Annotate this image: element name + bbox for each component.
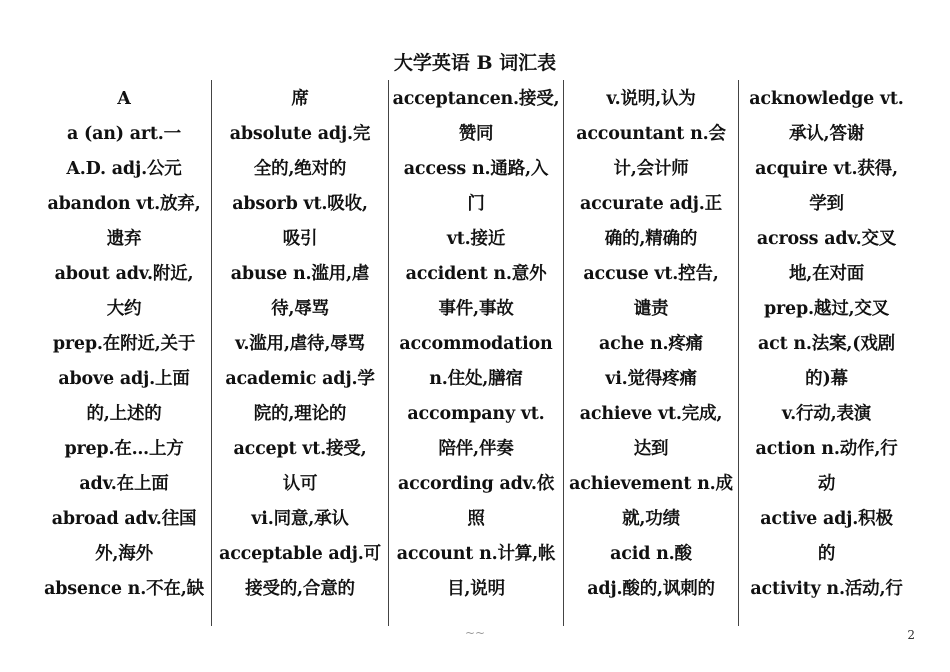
vocab-line: 吸引: [282, 229, 318, 249]
vocab-line: 承认,答谢: [788, 124, 865, 144]
vocab-line: vt.接近: [446, 229, 506, 249]
vocab-line: prep.在…上方: [64, 439, 184, 459]
vocab-line: absence n.不在,缺: [44, 579, 204, 599]
vocab-line: 陪伴,伴奏: [438, 439, 514, 459]
vocab-line: accident n.意外: [405, 264, 547, 284]
vocab-line: v.说明,认为: [606, 89, 696, 109]
vocab-line: acid n.酸: [610, 544, 692, 564]
vocab-line: 达到: [633, 439, 669, 459]
vocab-line: 席: [291, 89, 309, 109]
vocab-line: n.住处,膳宿: [429, 369, 523, 389]
vocab-line: 确的,精确的: [604, 229, 698, 249]
vocab-column-2: [211, 80, 388, 626]
vocab-line: vi.觉得疼痛: [605, 369, 697, 389]
vocab-line: 学到: [809, 194, 844, 214]
vocab-line: 外,海外: [95, 544, 153, 564]
vocab-column-4: [563, 80, 738, 626]
vocab-line: acquire vt.获得,: [755, 159, 898, 179]
vocab-line: 动: [817, 474, 836, 494]
vocab-column-5: [738, 80, 914, 626]
vocab-line: absorb vt.吸收,: [232, 194, 368, 214]
vocabulary-columns: [37, 80, 914, 626]
vocab-line: v.行动,表演: [781, 404, 872, 424]
vocab-line: 的: [817, 544, 836, 564]
vocab-line: acknowledge vt.: [749, 89, 904, 109]
vocab-line: 大约: [106, 299, 142, 319]
vocab-line: accountant n.会: [576, 124, 726, 144]
vocab-line: 赞同: [458, 124, 494, 144]
vocab-line: access n.通路,入: [403, 159, 549, 179]
vocab-line: act n.法案,(戏剧: [758, 334, 895, 354]
vocab-line: accuse vt.控告,: [583, 264, 719, 284]
vocab-line: 院的,理论的: [253, 404, 347, 424]
vocab-line: A: [117, 89, 131, 109]
vocab-line: prep.越过,交叉: [763, 299, 889, 319]
vocab-line: above adj.上面: [58, 369, 190, 389]
vocab-line: 待,辱骂: [271, 299, 329, 319]
page-number: 2: [907, 628, 915, 642]
vocab-line: 接受的,合意的: [245, 579, 355, 599]
page-title: 大学英语 B 词汇表: [393, 52, 557, 74]
vocab-line: activity n.活动,行: [750, 579, 903, 599]
vocab-line: 遗弃: [106, 229, 142, 249]
vocab-line: acceptancen.接受,: [392, 89, 560, 109]
vocab-line: across adv.交叉: [756, 229, 897, 249]
vocab-line: 计,会计师: [613, 159, 689, 179]
vocab-line: account n.计算,帐: [396, 544, 556, 564]
vocab-line: A.D. adj.公元: [66, 159, 182, 179]
vocab-line: according adv.依: [397, 474, 555, 494]
vocab-line: academic adj.学: [225, 369, 375, 389]
vocab-line: adv.在上面: [79, 474, 169, 494]
vocab-line: abroad adv.往国: [51, 509, 197, 529]
vocab-line: 的,上述的: [86, 404, 162, 424]
vocab-line: 目,说明: [447, 579, 505, 599]
vocab-line: 认可: [282, 474, 318, 494]
vocab-line: 就,功绩: [622, 509, 680, 529]
vocab-line: active adj.积极: [760, 509, 893, 529]
vocab-line: 照: [467, 509, 485, 529]
vocab-line: accompany vt.: [407, 404, 545, 424]
vocab-line: 全的,绝对的: [253, 159, 347, 179]
vocab-line: action n.动作,行: [755, 439, 898, 459]
vocab-column-3: [388, 80, 563, 626]
vocab-line: achieve vt.完成,: [579, 404, 723, 424]
vocab-line: 事件,事故: [438, 299, 514, 319]
footer-mark: ~~: [464, 626, 486, 640]
vocab-line: 谴责: [633, 299, 669, 319]
vocab-line: a (an) art.一: [67, 124, 181, 144]
vocab-line: achievement n.成: [569, 474, 733, 494]
vocab-line: accommodation: [399, 334, 553, 354]
vocab-line: 门: [467, 194, 485, 214]
vocab-line: absolute adj.完: [229, 124, 371, 144]
vocab-line: 地,在对面: [788, 264, 865, 284]
vocab-line: ache n.疼痛: [599, 334, 703, 354]
vocab-line: abuse n.滥用,虐: [230, 264, 370, 284]
vocab-line: prep.在附近,关于: [52, 334, 196, 354]
vocab-line: accept vt.接受,: [233, 439, 367, 459]
vocab-line: abandon vt.放弃,: [47, 194, 201, 214]
vocab-line: v.滥用,虐待,辱骂: [235, 334, 365, 354]
vocab-line: 的)幕: [805, 369, 848, 389]
vocab-line: accurate adj.正: [580, 194, 722, 214]
vocab-line: adj.酸的,讽刺的: [587, 579, 715, 599]
vocab-line: acceptable adj.可: [219, 544, 381, 564]
vocab-column-1: [37, 80, 211, 626]
vocab-line: about adv.附近,: [54, 264, 194, 284]
vocab-line: vi.同意,承认: [251, 509, 349, 529]
